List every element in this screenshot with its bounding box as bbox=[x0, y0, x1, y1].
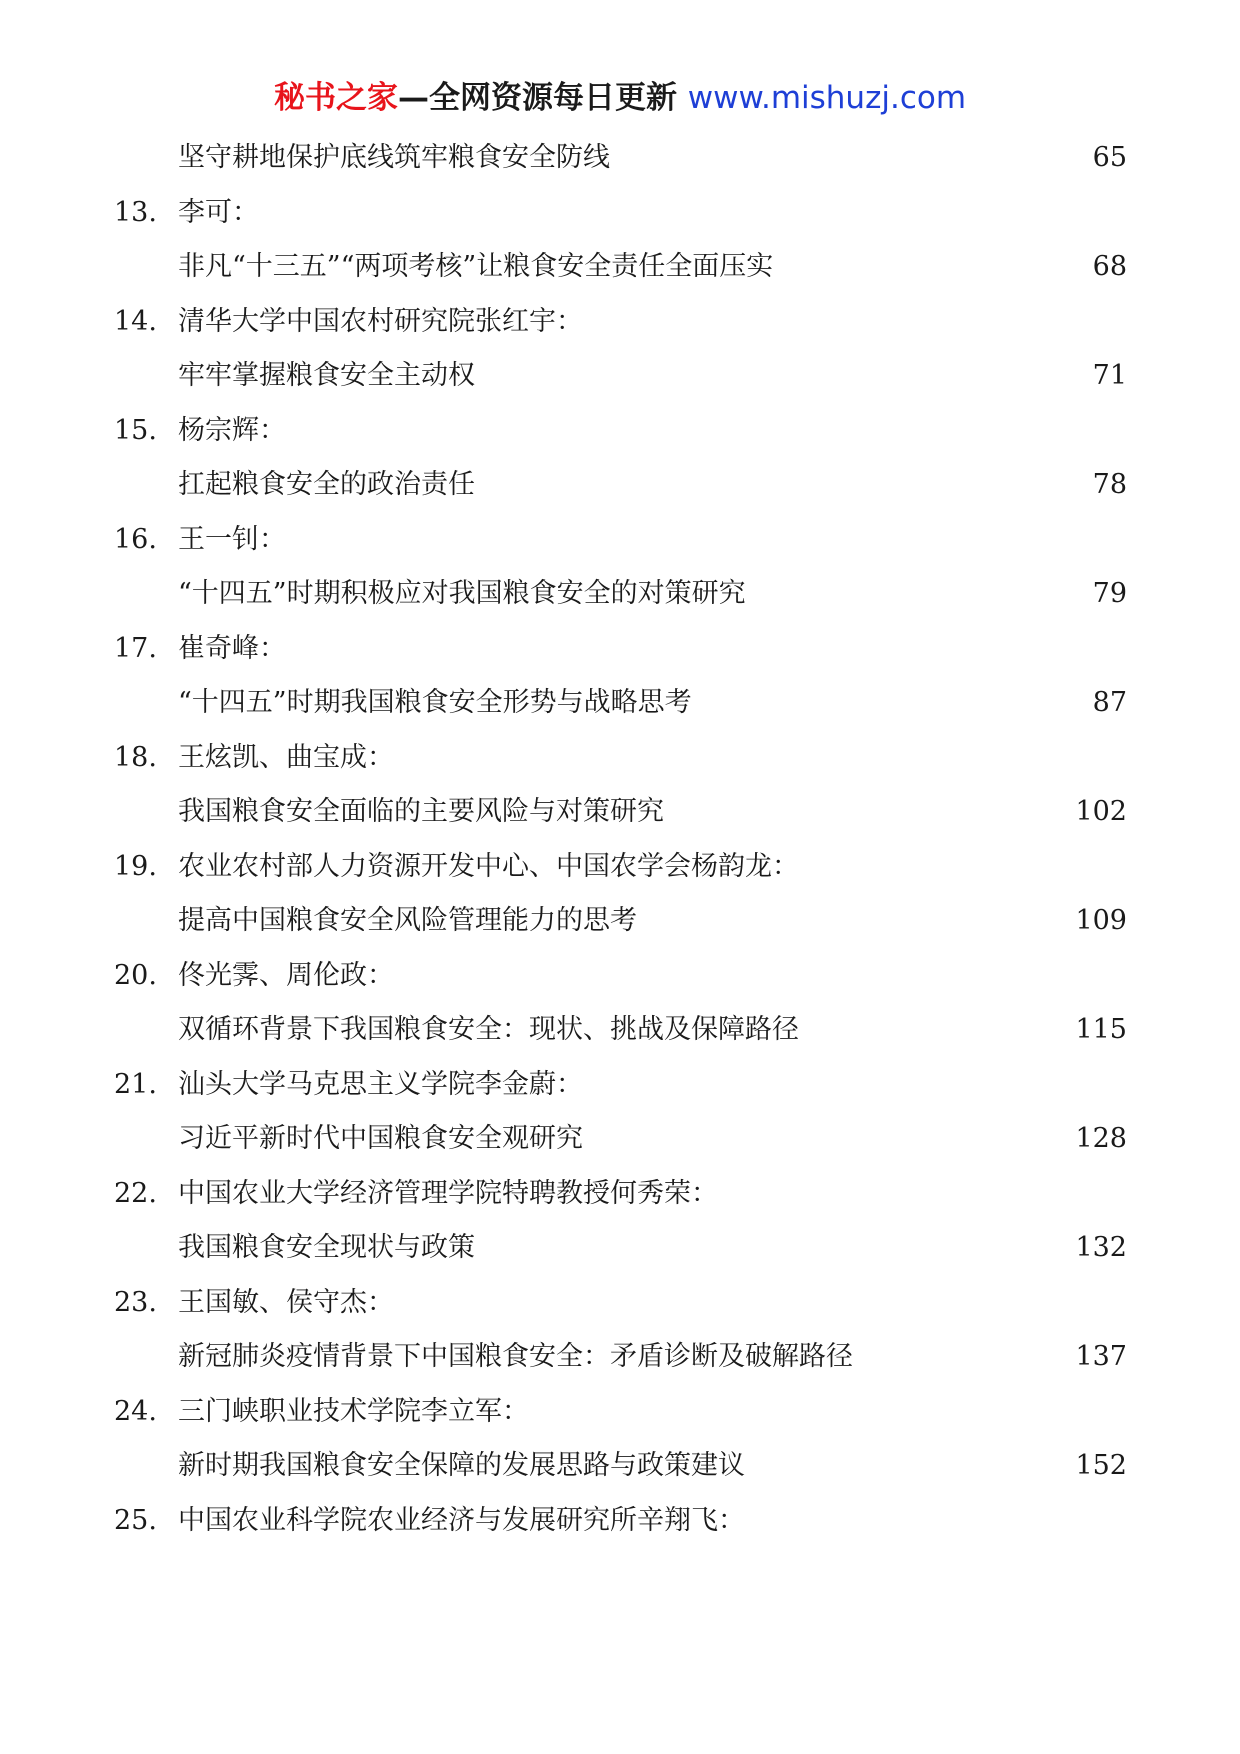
toc-title-row[interactable] bbox=[0, 240, 1240, 295]
toc-entry-number: 13. bbox=[114, 196, 157, 228]
toc-entry-author: 农业农村部人力资源开发中心、中国农学会杨韵龙： bbox=[178, 850, 799, 882]
toc-page-number: 115 bbox=[1075, 1014, 1127, 1045]
toc-title-row[interactable] bbox=[0, 1439, 1240, 1494]
toc-entry-number: 21. bbox=[114, 1068, 157, 1100]
toc-entry-title: 我国粮食安全现状与政策 bbox=[178, 1232, 475, 1263]
toc-entry-title: 新时期我国粮食安全保障的发展思路与政策建议 bbox=[178, 1450, 745, 1481]
page-header bbox=[0, 76, 1240, 120]
toc-author-row[interactable] bbox=[0, 404, 1240, 459]
toc-title-row[interactable] bbox=[0, 1112, 1240, 1167]
toc-title-row[interactable] bbox=[0, 1221, 1240, 1276]
toc-page-number: 71 bbox=[1092, 360, 1127, 391]
toc-author-row[interactable] bbox=[0, 513, 1240, 568]
toc-entry-title: 双循环背景下我国粮食安全：现状、挑战及保障路径 bbox=[178, 1014, 799, 1045]
toc-entry-author: 中国农业大学经济管理学院特聘教授何秀荣： bbox=[178, 1177, 718, 1209]
toc-author-row[interactable] bbox=[0, 949, 1240, 1004]
toc-page-number: 68 bbox=[1092, 251, 1127, 282]
toc-page-number: 78 bbox=[1092, 469, 1127, 500]
toc-entry-title: 习近平新时代中国粮食安全观研究 bbox=[178, 1123, 583, 1154]
toc-author-row[interactable] bbox=[0, 1058, 1240, 1113]
toc-entry-author: 清华大学中国农村研究院张红宇： bbox=[178, 305, 583, 337]
toc-entry-number: 19. bbox=[114, 850, 157, 882]
toc-entry-number: 18. bbox=[114, 741, 157, 773]
toc-title-row[interactable] bbox=[0, 785, 1240, 840]
toc-entry-number: 15. bbox=[114, 414, 157, 446]
toc-entry-number: 14. bbox=[114, 305, 157, 337]
toc-entry-author: 崔奇峰： bbox=[178, 632, 286, 664]
toc-entry-author: 李可： bbox=[178, 196, 259, 228]
toc-page-number: 128 bbox=[1075, 1123, 1127, 1154]
toc-author-row[interactable] bbox=[0, 1276, 1240, 1331]
toc-entry-title: 牢牢掌握粮食安全主动权 bbox=[178, 360, 475, 391]
toc-entry-number: 16. bbox=[114, 523, 157, 555]
toc-entry-number: 17. bbox=[114, 632, 157, 664]
toc-title-row[interactable] bbox=[0, 567, 1240, 622]
toc-author-row[interactable] bbox=[0, 731, 1240, 786]
toc-entry-number: 23. bbox=[114, 1286, 157, 1318]
table-of-contents bbox=[0, 131, 1240, 1548]
toc-page-number: 132 bbox=[1075, 1232, 1127, 1263]
toc-entry-number: 24. bbox=[114, 1395, 157, 1427]
toc-entry-number: 22. bbox=[114, 1177, 157, 1209]
toc-title-row[interactable] bbox=[0, 1330, 1240, 1385]
site-url[interactable]: www.mishuzj.com bbox=[687, 80, 967, 116]
toc-entry-title: 扛起粮食安全的政治责任 bbox=[178, 469, 475, 500]
toc-entry-author: 中国农业科学院农业经济与发展研究所辛翔飞： bbox=[178, 1504, 745, 1536]
toc-entry-title: 坚守耕地保护底线筑牢粮食安全防线 bbox=[178, 142, 610, 173]
toc-entry-author: 佟光霁、周伦政： bbox=[178, 959, 394, 991]
toc-author-row[interactable] bbox=[0, 840, 1240, 895]
toc-entry-number: 25. bbox=[114, 1504, 157, 1536]
toc-title-row[interactable] bbox=[0, 131, 1240, 186]
toc-author-row[interactable] bbox=[0, 186, 1240, 241]
toc-page-number: 102 bbox=[1075, 796, 1127, 827]
toc-title-row[interactable] bbox=[0, 458, 1240, 513]
toc-title-row[interactable] bbox=[0, 349, 1240, 404]
toc-entry-number: 20. bbox=[114, 959, 157, 991]
toc-entry-title: 新冠肺炎疫情背景下中国粮食安全：矛盾诊断及破解路径 bbox=[178, 1341, 853, 1372]
toc-title-row[interactable] bbox=[0, 894, 1240, 949]
toc-author-row[interactable] bbox=[0, 622, 1240, 677]
toc-entry-title: “十四五”时期积极应对我国粮食安全的对策研究 bbox=[178, 578, 746, 609]
toc-page-number: 109 bbox=[1075, 905, 1127, 936]
toc-page-number: 65 bbox=[1092, 142, 1127, 173]
toc-page-number: 137 bbox=[1075, 1341, 1127, 1372]
toc-author-row[interactable] bbox=[0, 295, 1240, 350]
toc-entry-title: “十四五”时期我国粮食安全形势与战略思考 bbox=[178, 687, 692, 718]
toc-entry-title: 提高中国粮食安全风险管理能力的思考 bbox=[178, 905, 637, 936]
toc-entry-title: 我国粮食安全面临的主要风险与对策研究 bbox=[178, 796, 664, 827]
toc-author-row[interactable] bbox=[0, 1167, 1240, 1222]
site-tagline: —全网资源每日更新 bbox=[397, 80, 677, 116]
toc-title-row[interactable] bbox=[0, 676, 1240, 731]
toc-entry-author: 三门峡职业技术学院李立军： bbox=[178, 1395, 529, 1427]
toc-entry-author: 汕头大学马克思主义学院李金蔚： bbox=[178, 1068, 583, 1100]
site-brand: 秘书之家 bbox=[273, 80, 398, 116]
toc-page-number: 79 bbox=[1092, 578, 1127, 609]
toc-page-number: 87 bbox=[1092, 687, 1127, 718]
toc-author-row[interactable] bbox=[0, 1494, 1240, 1549]
toc-title-row[interactable] bbox=[0, 1003, 1240, 1058]
toc-entry-author: 王国敏、侯守杰： bbox=[178, 1286, 394, 1318]
toc-author-row[interactable] bbox=[0, 1385, 1240, 1440]
toc-entry-author: 王炫凯、曲宝成： bbox=[178, 741, 394, 773]
toc-page-number: 152 bbox=[1075, 1450, 1127, 1481]
toc-entry-title: 非凡“十三五”“两项考核”让粮食安全责任全面压实 bbox=[178, 251, 774, 282]
toc-entry-author: 王一钊： bbox=[178, 523, 286, 555]
toc-entry-author: 杨宗辉： bbox=[178, 414, 286, 446]
